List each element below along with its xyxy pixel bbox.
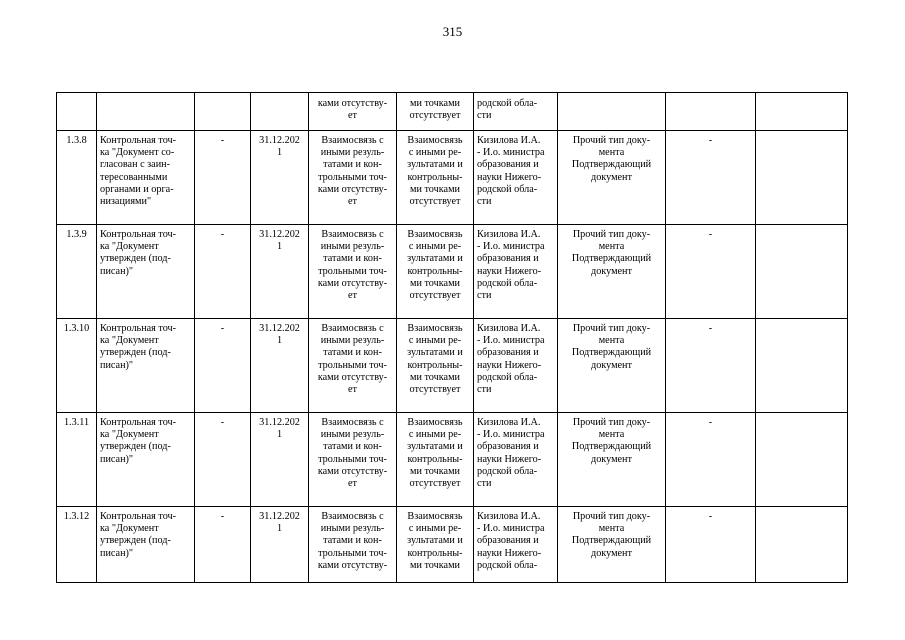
cell-relation-results: Взаимосвязь с иными резуль- татами и кон- трольными точ- ками отсутству- [309, 507, 397, 583]
cell-dash: - [195, 319, 251, 413]
cell-date [251, 93, 309, 131]
cell-responsible: родской обла- сти [474, 93, 558, 131]
cell-extra-2 [756, 93, 848, 131]
cell-extra-1 [666, 93, 756, 131]
table-row-continuation [57, 93, 848, 131]
table-row [57, 413, 848, 507]
cell-date: 31.12.202 1 [251, 507, 309, 583]
cell-document-type [558, 93, 666, 131]
cell-relation-points: ми точками отсутствует [397, 93, 474, 131]
cell-document-type: Прочий тип доку- мента Подтверждающий документ [558, 507, 666, 583]
table-row [57, 131, 848, 225]
cell-document-type: Прочий тип доку- мента Подтверждающий документ [558, 413, 666, 507]
cell-relation-points: Взаимосвязь с иными ре- зультатами и контрольны- ми точками [397, 507, 474, 583]
cell-relation-points: Взаимосвязь с иными ре- зультатами и контрольны- ми точками отсутствует [397, 131, 474, 225]
cell-name [97, 93, 195, 131]
cell-relation-points: Взаимосвязь с иными ре- зультатами и контрольны- ми точками отсутствует [397, 413, 474, 507]
cell-relation-points: Взаимосвязь с иными ре- зультатами и контрольны- ми точками отсутствует [397, 225, 474, 319]
cell-extra-2 [756, 413, 848, 507]
table-row [57, 225, 848, 319]
cell-date: 31.12.202 1 [251, 225, 309, 319]
cell-number: 1.3.8 [57, 131, 97, 225]
table-row [57, 507, 848, 583]
cell-responsible: Кизилова И.А. - И.о. министра образования и науки Нижего- родской обла- [474, 507, 558, 583]
cell-dash: - [195, 413, 251, 507]
cell-extra-1: - [666, 225, 756, 319]
cell-extra-2 [756, 507, 848, 583]
table-row [57, 319, 848, 413]
cell-extra-1: - [666, 131, 756, 225]
cell-name: Контрольная точ- ка "Документ утвержден (под- писан)" [97, 413, 195, 507]
cell-name: Контрольная точ- ка "Документ утвержден (под- писан)" [97, 507, 195, 583]
cell-dash: - [195, 131, 251, 225]
cell-relation-results: Взаимосвязь с иными резуль- татами и кон- трольными точ- ками отсутству- ет [309, 225, 397, 319]
page-number: 315 [442, 24, 463, 39]
cell-dash [195, 93, 251, 131]
cell-relation-points: Взаимосвязь с иными ре- зультатами и контрольны- ми точками отсутствует [397, 319, 474, 413]
cell-extra-2 [756, 319, 848, 413]
cell-date: 31.12.202 1 [251, 319, 309, 413]
cell-number: 1.3.12 [57, 507, 97, 583]
cell-date: 31.12.202 1 [251, 413, 309, 507]
cell-extra-2 [756, 131, 848, 225]
cell-dash: - [195, 507, 251, 583]
cell-extra-2 [756, 225, 848, 319]
cell-extra-1: - [666, 507, 756, 583]
control-points-table [56, 92, 848, 583]
cell-name: Контрольная точ- ка "Документ утвержден (под- писан)" [97, 225, 195, 319]
cell-date: 31.12.202 1 [251, 131, 309, 225]
cell-relation-results: Взаимосвязь с иными резуль- татами и кон- трольными точ- ками отсутству- ет [309, 319, 397, 413]
cell-number: 1.3.9 [57, 225, 97, 319]
cell-relation-results: Взаимосвязь с иными резуль- татами и кон- трольными точ- ками отсутству- ет [309, 131, 397, 225]
cell-responsible: Кизилова И.А. - И.о. министра образования и науки Нижего- родской обла- сти [474, 319, 558, 413]
cell-relation-results: Взаимосвязь с иными резуль- татами и кон- трольными точ- ками отсутству- ет [309, 413, 397, 507]
cell-relation-results: ками отсутству- ет [309, 93, 397, 131]
cell-dash: - [195, 225, 251, 319]
cell-responsible: Кизилова И.А. - И.о. министра образования и науки Нижего- родской обла- сти [474, 131, 558, 225]
cell-number: 1.3.11 [57, 413, 97, 507]
cell-number: 1.3.10 [57, 319, 97, 413]
cell-document-type: Прочий тип доку- мента Подтверждающий документ [558, 131, 666, 225]
cell-responsible: Кизилова И.А. - И.о. министра образования и науки Нижего- родской обла- сти [474, 413, 558, 507]
cell-responsible: Кизилова И.А. - И.о. министра образования и науки Нижего- родской обла- сти [474, 225, 558, 319]
cell-extra-1: - [666, 413, 756, 507]
cell-extra-1: - [666, 319, 756, 413]
cell-document-type: Прочий тип доку- мента Подтверждающий документ [558, 319, 666, 413]
cell-number [57, 93, 97, 131]
cell-document-type: Прочий тип доку- мента Подтверждающий документ [558, 225, 666, 319]
cell-name: Контрольная точ- ка "Документ утвержден (под- писан)" [97, 319, 195, 413]
cell-name: Контрольная точ- ка "Документ со- гласован с заин- тересованными органами и орга- низациями" [97, 131, 195, 225]
